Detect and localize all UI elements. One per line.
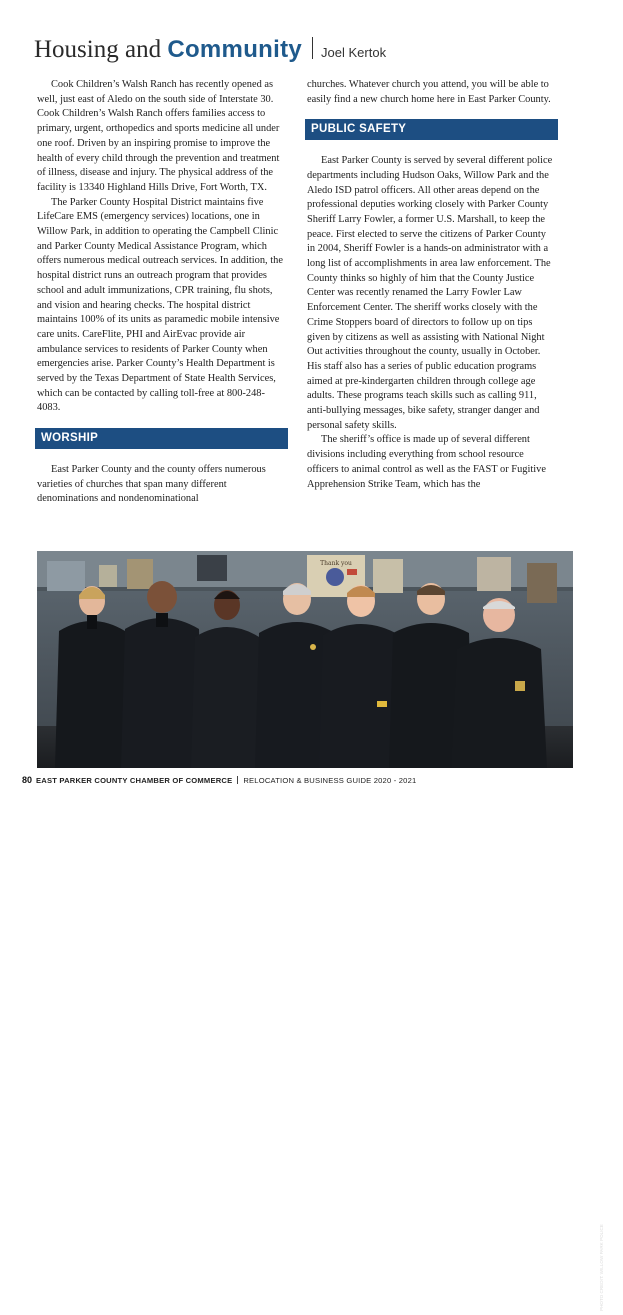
thank-you-text: Thank you [320,560,352,567]
paragraph: East Parker County and the county offers numerous varieties of churches that span many different denominations and nondenominational [37,463,266,505]
paragraph: The Parker County Hospital District maintains five LifeCare EMS (emergency services) locations, one in Willow Park, in addition to operating the Campbell Clinic and Parker County Medical Assistance Program, which offers numerous medical outreach services. In addition, the hospital district runs an outreach program that provides school and adult immunizations, CPR training, flu shots, and vision and hearing checks. The hospital district maintains 100% of its units as paramedic mobile intensive care units. CareFlite, PHI and AirEvac provide air ambulance services to residents of Parker County when emergencies arise. Parker County’s Health Department is served by the Texas Department of State Health Services, which can be contacted by calling toll-free at 800-248-4083. [37,196,283,414]
page-number: 80 [22,775,33,785]
footer-organization: EAST PARKER COUNTY CHAMBER OF COMMERCE [36,776,233,785]
article-header [34,36,594,68]
officers-photo-illustration [37,551,573,768]
title-bold: Community [167,36,303,63]
footer-guide-title: RELOCATION & BUSINESS GUIDE 2020 - 2021 [243,776,417,785]
title-light: Housing and [34,36,168,63]
section-heading-public-safety: PUBLIC SAFETY [305,119,558,140]
author-name: Joel Kertok [321,45,387,60]
right-column [307,78,556,492]
paragraph: The sheriff’s office is made up of several different divisions including everything from school resource officers to animal control as well as the FAST or Fugitive Apprehension Strike Team, which has the [307,434,546,490]
left-column [37,78,286,507]
photo-credit: PHOTO CREDIT: WILLOW PARK POLICE [599,1224,604,1311]
page-footer [22,775,602,789]
footer-divider [237,776,238,784]
paragraph: East Parker County is served by several different police departments including Hudson Oaks, Willow Park and the Aledo ISD patrol officers. All other areas depend on the professional deputies working closely with Parker County Sheriff Larry Fowler, a former U.S. Marshall, to keep the peace. First elected to serve the citizens of Parker County in 2004, Sheriff Fowler is a hands-on administrator with a long list of accomplishments in area law enforcement. The County thinks so highly of him that the County Justice Center was recently renamed the Larry Fowler Law Enforcement Center. The sheriff works closely with the Crime Stoppers board of directors to follow up on tips given by citizens as well as assisting with National Night Out activities throughout the county, usually in October. His staff also has a series of public education programs aimed at pre-kindergarten children through college age adults. These programs teach skills such as calling 911, anti-bullying messages, bike safety, stranger danger and personal safety skills. [307,155,553,431]
paragraph: churches. Whatever church you attend, you will be able to easily find a new church home here in East Parker County. [307,79,551,105]
paragraph: Cook Children’s Walsh Ranch has recently opened as well, just east of Aledo on the south side of Interstate 30. Cook Children’s Walsh Ranch offers families access to primary, urgent, orthopedics and sports medicine all under one roof. Driven by an inspiring promise to improve the health of every child through the prevention and treatment of illness, disease and injury. The physical address of the facility is 13340 Highland Hills Drive, Fort Worth, TX. [37,79,280,193]
section-heading-worship: WORSHIP [35,428,288,449]
title-divider [312,37,313,59]
